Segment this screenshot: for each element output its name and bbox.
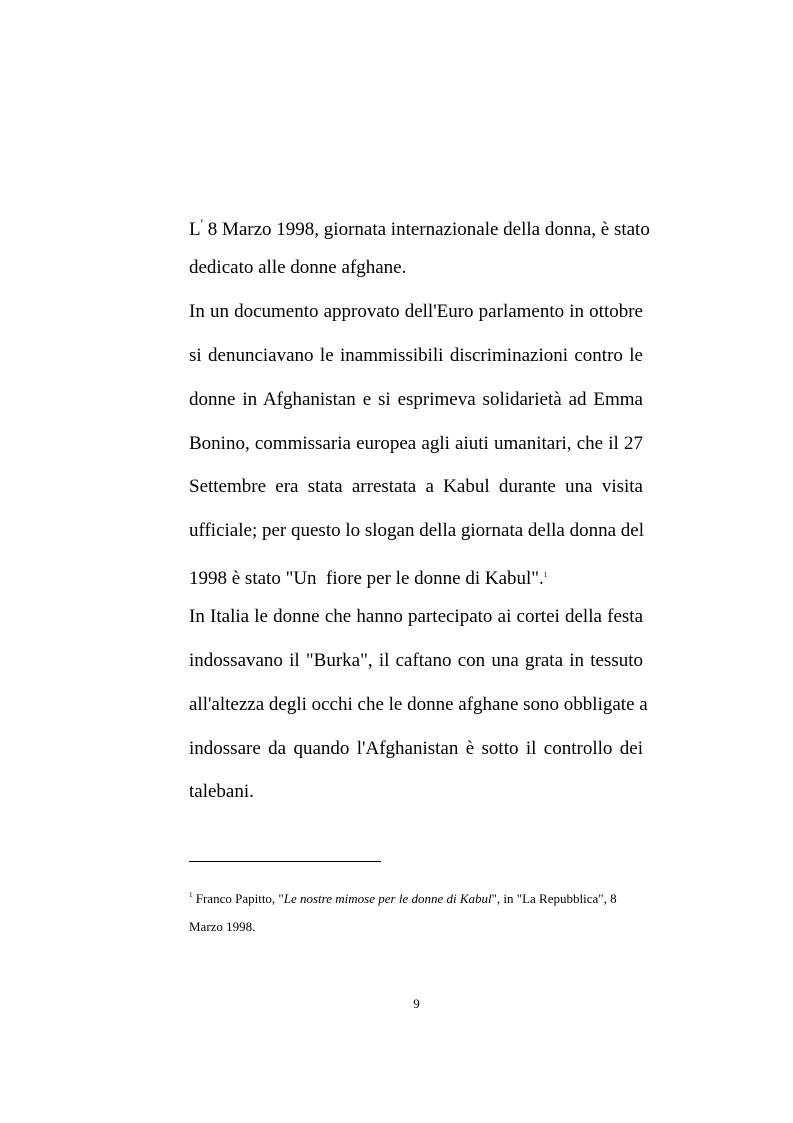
body-line-6: Bonino, commissaria europea agli aiuti umanitari, che il 27 bbox=[189, 433, 643, 454]
body-line-8: ufficiale; per questo lo slogan della giornata della donna del bbox=[189, 520, 644, 541]
footnote-marker: 1 bbox=[189, 891, 193, 899]
footnote-text-after: ", in "La Repubblica", 8 bbox=[491, 891, 617, 906]
body-line-9 bbox=[189, 564, 643, 590]
footnote-article-title: Le nostre mimose per le donne di Kabul bbox=[283, 891, 492, 906]
body-line-4: si denunciavano le inammissibili discriminazioni contro le bbox=[189, 345, 643, 366]
footnote-text-before: Franco Papitto, " bbox=[192, 891, 284, 906]
body-line-1 bbox=[189, 213, 650, 241]
body-line-11: indossavano il "Burka", il caftano con una grata in tessuto bbox=[189, 650, 643, 671]
body-line-1-start: L bbox=[189, 219, 201, 240]
apostrophe-mark: ' bbox=[200, 216, 203, 231]
page-number: 9 bbox=[413, 996, 420, 1011]
body-line-7: Settembre era stata arrestata a Kabul durante una visita bbox=[189, 476, 643, 497]
footnote-reference: 1 bbox=[543, 571, 548, 579]
body-line-3: In un documento approvato dell'Euro parlamento in ottobre bbox=[189, 301, 643, 322]
footnote bbox=[189, 887, 617, 907]
body-line-5: donne in Afghanistan e si esprimeva solidarietà ad Emma bbox=[189, 389, 643, 410]
body-line-10: In Italia le donne che hanno partecipato ai cortei della festa bbox=[189, 606, 643, 627]
footnote-separator bbox=[189, 861, 381, 862]
body-line-14: talebani. bbox=[189, 781, 254, 802]
body-line-2: dedicato alle donne afghane. bbox=[189, 257, 407, 278]
body-line-13: indossare da quando l'Afghanistan è sotto il controllo dei bbox=[189, 738, 643, 759]
body-line-9-text: 1998 è stato "Un fiore per le donne di Kabul". bbox=[189, 568, 544, 589]
footnote-line-2: Marzo 1998. bbox=[189, 919, 256, 934]
body-line-1-rest: 8 Marzo 1998, giornata internazionale della donna, è stato bbox=[202, 219, 650, 240]
body-line-12: all'altezza degli occhi che le donne afghane sono obbligate a bbox=[189, 694, 648, 715]
